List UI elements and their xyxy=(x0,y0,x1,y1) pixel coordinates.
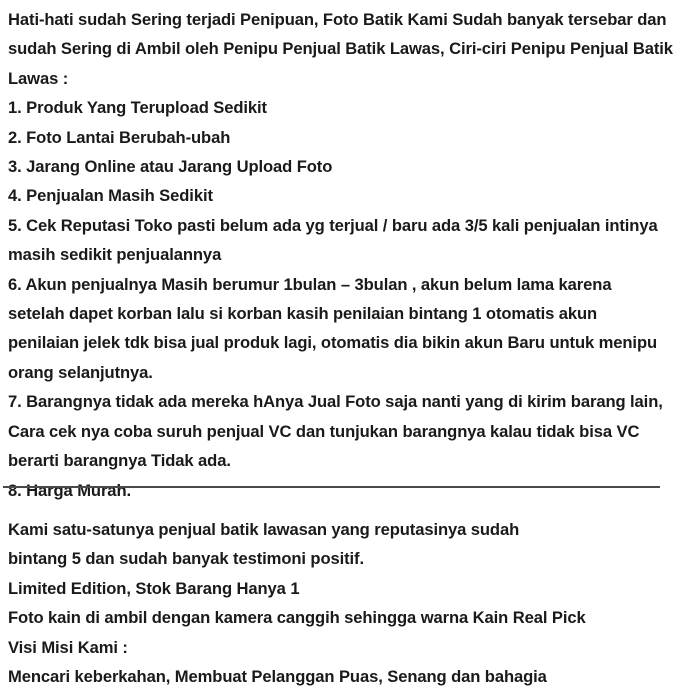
warning-list-line: 2. Foto Lantai Berubah-ubah xyxy=(8,127,231,147)
warning-list-line: setelah dapet korban lalu si korban kasih penilaian bintang 1 otomatis akun xyxy=(8,304,598,324)
warning-list-line: Cara cek nya coba suruh penjual VC dan tunjukan barangnya kalau tidak bisa VC xyxy=(8,421,640,441)
warning-intro-line: sudah Sering di Ambil oleh Penipu Penjual Batik Lawas, Ciri-ciri Penipu Penjual Batik xyxy=(8,39,673,59)
warning-list-line: 6. Akun penjualnya Masih berumur 1bulan – 3bulan , akun belum lama karena xyxy=(8,274,612,294)
warning-list-line: 7. Barangnya tidak ada mereka hAnya Jual Foto saja nanti yang di kirim barang lain, xyxy=(8,392,663,412)
warning-list-line: orang selanjutnya. xyxy=(8,362,153,382)
warning-intro-line: Lawas : xyxy=(8,68,69,88)
warning-list-line: masih sedikit penjualannya xyxy=(8,245,222,265)
warning-list-line: 3. Jarang Online atau Jarang Upload Foto xyxy=(8,157,333,177)
warning-list-line: penilaian jelek tdk bisa jual produk lagi, otomatis dia bikin akun Baru untuk menipu xyxy=(8,333,658,353)
warning-list-line: 4. Penjualan Masih Sedikit xyxy=(8,186,213,206)
promo-line: Limited Edition, Stok Barang Hanya 1 xyxy=(8,578,300,598)
promo-line: bintang 5 dan sudah banyak testimoni positif. xyxy=(8,549,364,569)
section-divider xyxy=(3,486,660,488)
promo-line: Kami satu-satunya penjual batik lawasan yang reputasinya sudah xyxy=(8,520,520,539)
seller-promo-section xyxy=(0,515,670,691)
warning-intro-line: Hati-hati sudah Sering terjadi Penipuan, Foto Batik Kami Sudah banyak tersebar dan xyxy=(8,10,667,29)
warning-list-line: 8. Harga Murah. xyxy=(8,480,131,500)
promo-line: Mencari keberkahan, Membuat Pelanggan Puas, Senang dan bahagia xyxy=(8,667,547,687)
warning-list-line: 1. Produk Yang Terupload Sedikit xyxy=(8,98,267,118)
warning-list-line: 5. Cek Reputasi Toko pasti belum ada yg terjual / baru ada 3/5 kali penjualan intinya xyxy=(8,215,658,235)
warning-list-line: berarti barangnya Tidak ada. xyxy=(8,451,231,471)
promo-line: Visi Misi Kami : xyxy=(8,637,128,657)
promo-line: Foto kain di ambil dengan kamera canggih sehingga warna Kain Real Pick xyxy=(8,608,586,628)
